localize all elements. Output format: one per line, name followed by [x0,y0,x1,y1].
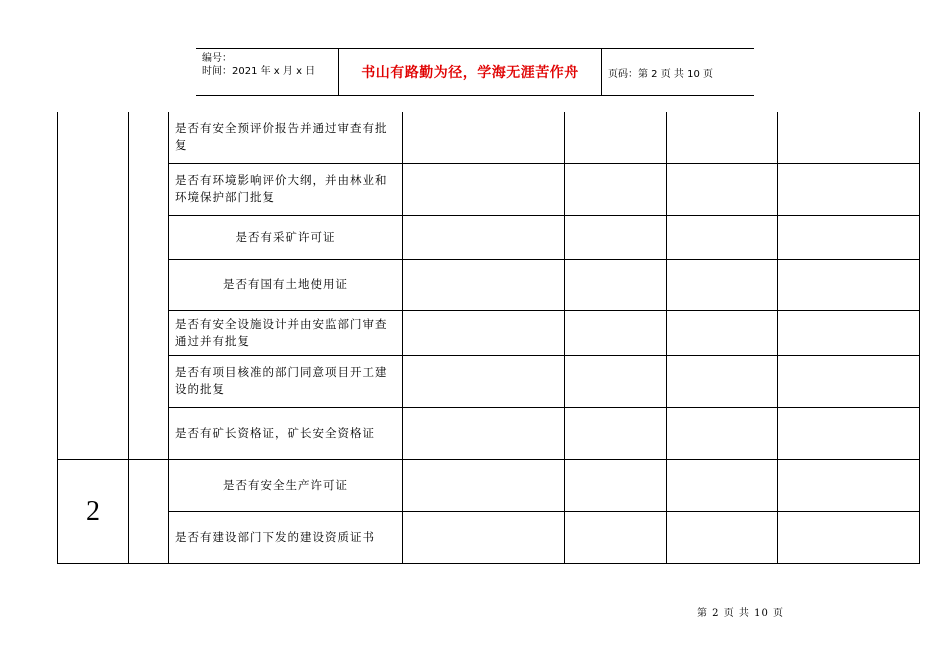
empty-cell [403,310,565,355]
empty-cell [778,511,920,563]
header-meta [202,52,315,78]
empty-cell [667,112,778,163]
table-row [58,259,920,310]
sub-cell [129,459,169,563]
table-row [58,407,920,459]
table-row [58,215,920,259]
header-page-code: 页码：第 2 页 共 10 页 [608,68,713,80]
empty-cell [778,310,920,355]
empty-cell [565,259,667,310]
empty-cell [778,215,920,259]
table-row [58,112,920,163]
empty-cell [667,259,778,310]
empty-cell [403,163,565,215]
empty-cell [667,215,778,259]
empty-cell [778,355,920,407]
empty-cell [403,355,565,407]
table-row [58,163,920,215]
table-row [58,310,920,355]
item-cell: 是否有项目核准的部门同意项目开工建设的批复 [169,355,403,407]
number-label: 编号： [202,53,232,64]
empty-cell [778,259,920,310]
item-cell: 是否有安全设施设计并由安监部门审查通过并有批复 [169,310,403,355]
empty-cell [778,407,920,459]
empty-cell [565,511,667,563]
item-cell: 是否有环境影响评价大纲，并由林业和环境保护部门批复 [169,163,403,215]
item-cell: 是否有采矿许可证 [169,215,403,259]
item-cell: 是否有建设部门下发的建设资质证书 [169,511,403,563]
section-number: 2 [58,459,129,563]
empty-cell [667,407,778,459]
index-cell [58,112,129,459]
table-row [58,511,920,563]
table-row [58,355,920,407]
empty-cell [565,459,667,511]
empty-cell [565,407,667,459]
item-cell: 是否有安全预评价报告并通过审查有批复 [169,112,403,163]
empty-cell [403,259,565,310]
empty-cell [565,310,667,355]
item-cell: 是否有国有土地使用证 [169,259,403,310]
header-motto: 书山有路勤为径，学海无涯苦作舟 [361,65,579,81]
empty-cell [565,355,667,407]
page-header [196,48,754,96]
empty-cell [403,511,565,563]
empty-cell [778,163,920,215]
sub-cell [129,112,169,459]
empty-cell [778,112,920,163]
empty-cell [565,112,667,163]
checklist-table [57,112,920,564]
empty-cell [403,459,565,511]
empty-cell [403,112,565,163]
header-divider [601,48,602,96]
item-cell: 是否有安全生产许可证 [169,459,403,511]
empty-cell [667,511,778,563]
empty-cell [667,459,778,511]
table-row [58,459,920,511]
empty-cell [667,310,778,355]
item-cell: 是否有矿长资格证，矿长安全资格证 [169,407,403,459]
empty-cell [667,163,778,215]
empty-cell [565,215,667,259]
empty-cell [403,215,565,259]
time-label: 时间：2021 年 x 月 x 日 [202,66,316,77]
empty-cell [778,459,920,511]
empty-cell [403,407,565,459]
page-footer: 第 2 页 共 10 页 [697,608,784,619]
empty-cell [667,355,778,407]
empty-cell [565,163,667,215]
